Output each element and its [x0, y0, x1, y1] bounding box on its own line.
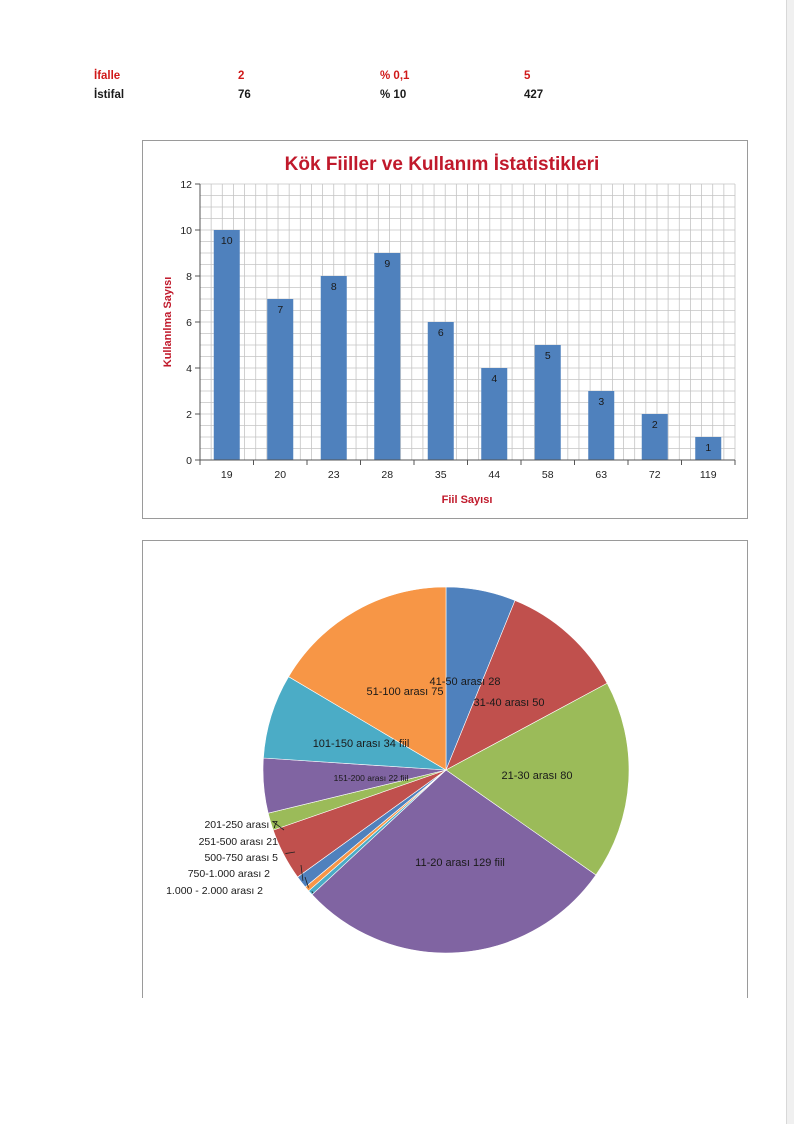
data-label: 1	[705, 442, 712, 454]
stat-value-1: 2	[238, 70, 245, 82]
stat-label: İfalle	[94, 70, 121, 82]
x-axis-label: Fiil Sayısı	[441, 494, 493, 506]
pie-chart-container	[142, 540, 748, 998]
bar	[321, 276, 347, 460]
x-tick-label: 119	[699, 469, 717, 481]
data-label: 7	[277, 304, 284, 316]
data-label: 5	[544, 350, 551, 362]
stat-value-3: 5	[524, 70, 531, 82]
bar	[535, 345, 561, 460]
slice-label: 201-250 arası 7	[204, 819, 278, 831]
slice-label: 1.000 - 2.000 arası 2	[166, 885, 263, 897]
x-tick-label: 20	[274, 469, 287, 481]
pie-chart	[143, 541, 747, 997]
slice-label: 151-200 arası 22 fiil	[333, 773, 409, 783]
stat-label: İstifal	[94, 89, 125, 101]
y-tick-label: 6	[186, 317, 192, 329]
y-tick-label: 8	[186, 271, 192, 283]
x-tick-label: 19	[220, 469, 233, 481]
y-tick-label: 10	[180, 225, 192, 237]
stat-row-ifalle	[94, 70, 614, 84]
data-label: 4	[491, 373, 498, 385]
x-tick-label: 72	[648, 469, 661, 481]
bar	[428, 322, 454, 460]
data-label: 9	[384, 258, 391, 270]
y-axis-label: Kullanılma Sayısı	[162, 276, 174, 368]
bar	[374, 253, 400, 460]
x-tick-label: 44	[488, 469, 501, 481]
data-label: 8	[330, 281, 337, 293]
bar-chart-container	[142, 140, 748, 519]
chart-title: Kök Fiiller ve Kullanım İstatistikleri	[284, 154, 600, 175]
x-tick-label: 63	[595, 469, 608, 481]
y-tick-label: 4	[186, 363, 192, 375]
y-tick-label: 0	[186, 455, 192, 467]
slice-label: 251-500 arası 21	[198, 836, 278, 848]
data-label: 3	[598, 396, 605, 408]
bar	[267, 299, 293, 460]
data-label: 6	[437, 327, 444, 339]
slice-label: 41-50 arası 28	[429, 676, 501, 688]
slice-label: 11-20 arası 129 fiil	[415, 857, 505, 869]
stat-row-istifal	[94, 89, 614, 103]
bar-chart	[143, 141, 747, 518]
slice-label: 500-750 arası 5	[204, 852, 278, 864]
bar	[214, 230, 240, 460]
slice-label: 31-40 arası 50	[473, 697, 545, 709]
y-tick-label: 2	[186, 409, 192, 421]
stat-value-1: 76	[238, 89, 251, 101]
x-tick-label: 58	[541, 469, 554, 481]
x-tick-label: 28	[381, 469, 394, 481]
page-edge	[786, 0, 794, 1124]
x-tick-label: 35	[434, 469, 447, 481]
x-tick-label: 23	[327, 469, 340, 481]
data-label: 10	[220, 235, 233, 247]
slice-label: 51-100 arası 75	[366, 686, 444, 698]
slice-label: 750-1.000 arası 2	[187, 868, 270, 880]
stat-value-2: % 0,1	[380, 70, 410, 82]
y-tick-label: 12	[180, 179, 192, 191]
slice-label: 21-30 arası 80	[501, 770, 573, 782]
stat-value-2: % 10	[380, 89, 407, 101]
data-label: 2	[651, 419, 658, 431]
stat-value-3: 427	[524, 89, 544, 101]
slice-label: 101-150 arası 34 fiil	[312, 738, 410, 750]
